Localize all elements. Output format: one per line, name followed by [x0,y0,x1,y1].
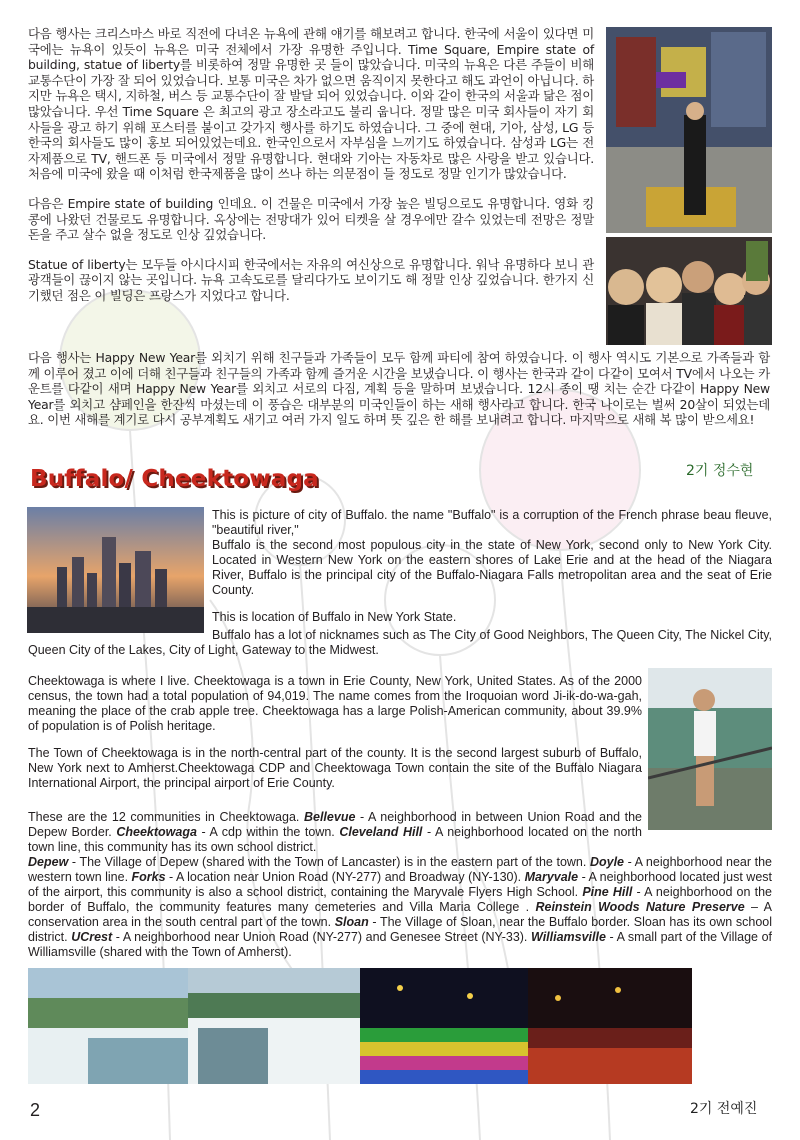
niagara-falls-night-photo-1 [360,968,528,1084]
community-desc: - A neighborhood near Union Road (NY-277) and Genesee Street (NY-33). [112,930,531,944]
communities-paragraph-a [28,810,642,855]
buffalo-text [212,508,772,625]
buffalo-name-origin: This is picture of city of Buffalo. the name "Buffalo" is a corruption of the French phrase beau fleuve, "beautiful river," [212,508,772,537]
section-title: Buffalo/ Cheektowaga [30,466,319,492]
author-top: 2기 정수현 [686,463,754,479]
niagara-falls-photo-1 [28,968,188,1084]
niagara-falls-night-photo-2 [528,968,692,1084]
communities-intro: These are the 12 communities in Cheektowaga. [28,810,300,824]
buffalo-nicknames: Buffalo has a lot of nicknames such as The City of Good Neighbors, The Queen City, The Nickel City, Queen City of the Lakes, City of Light, Gateway to the Midwest. [28,628,772,657]
communities-text-wide [28,855,772,960]
cheektowaga-intro: Cheektowaga is where I live. Cheektowaga is a town in Erie County, New York, United States. As of the 2000 census, the town had a total population of 94,019. The name comes from the Iroquoian word Ji-ik-do-wa-gah, meaning the place of the crab apple tree. Cheektowaga has a large Polish-American community, about 39.9% of population is of Polish heritage. [28,674,642,733]
communities-paragraph-b [28,855,772,960]
community-desc: - A neighborhood located just west of the airport, this community is also a school district, containing the Maryvale Flyers High School. [28,870,772,899]
buffalo-location-caption: This is location of Buffalo in New York State. [212,610,457,624]
korean-paragraph-1: 다음 행사는 크리스마스 바로 직전에 다녀온 뉴욕에 관해 얘기를 해보려고 합니다. 한국에 서울이 있다면 미국에는 뉴욕이 있듯이 뉴욕은 미국 전체에서 가장 유명한 주입니다. Time Square, Empire state of building, statue of liberty를 비롯하여 정말 유명한 곳 들이 많았습니다. 미국의 뉴욕은 다른 주들이 비해 교통수단이 가장 잘 되어 있었습니다. 보통 미국은 차가 없으면 움직이지 못한다고 해도 과언이 아닙니다. 하지만 뉴욕은 택시, 지하철, 버스 등 교통수단이 잘 발달 되어 있었습니다. 이와 같이 한국의 서울과 닮은 점이 많았습니다. 우선 Time Square 은 최고의 광고 장소라고도 불리 웁니다. 정말 많은 미국 회사들이 자기 회사들을 광고 하기 위해 포스터를 붙이고 갖가지 행사를 하기도 하였습니다. 그 중에 현대, 기아, 삼성, LG 등 한국의 회사들도 많이 홍보 되어있었는데요. 한국인으로서 자부심을 느끼기도 하였습니다. 삼성과 LG는 전자제품으로 TV, 핸드폰 등 미국에서 정말 유명합니다. 현대와 기아는 자동차로 많은 사랑을 받고 있습니다. 처음에 미국에 왔을 때 이처럼 한국제품을 많이 쓰나 하는 의문점이 들 정도로 정말 인기가 많았습니다. [28,26,594,182]
community-name: Reinstein Woods Nature Preserve [535,900,745,914]
community-desc: - A cdp within the town. [196,825,340,839]
cheektowaga-location: The Town of Cheektowaga is in the north-central part of the county. It is the second largest suburb of Buffalo, New York next to Amherst.Cheektowaga CDP and Cheektowaga Town contain the site of the Buffalo Niagara International Airport, the principal airport of Erie County. [28,746,642,790]
community-desc: - The Village of Sloan, near the Buffalo border. Sloan has its own school district. [28,915,773,944]
community-desc: - A location near Union Road (NY-277) and Broadway (NY-130). [165,870,525,884]
author-bottom: 2기 전예진 [690,1101,758,1117]
community-name: Cheektowaga [116,825,197,839]
community-desc: - A neighborhood located on the north town line, this community has its own school district. [28,825,642,854]
community-name: Bellevue [303,810,356,824]
buffalo-skyline-photo [27,507,204,633]
niagara-falls-portrait-photo [648,668,772,830]
buffalo-nicknames-block [28,628,772,658]
communities-text [28,810,642,855]
page-number: 2 [30,1100,41,1120]
cheektowaga-text [28,674,642,803]
community-desc: - A neighborhood in between Union Road and the Depew Border. [28,810,642,839]
community-desc: - A neighborhood on the border of Buffalo, the community features many cemeteries and Villa Maria College . [28,885,772,914]
community-desc: - A small part of the Village of Williamsville (shared with the Town of Amherst). [28,930,772,959]
community-name: Maryvale [524,870,579,884]
community-name: Williamsville [531,930,606,944]
community-name: Forks [131,870,166,884]
community-desc: - The Village of Depew (shared with the Town of Lancaster) is in the eastern part of the town. [68,855,590,869]
niagara-falls-photo-2 [188,968,360,1084]
korean-article-wide [28,350,770,442]
buffalo-description: Buffalo is the second most populous city in the state of New York, second only to New York City. Located in Western New York on the eastern shores of Lake Erie and at the head of the Niagara River, Buffalo is the principal city of the Buffalo-Niagara Falls metropolitan area and the seat of Erie County. [212,538,772,597]
community-name: Doyle [589,855,624,869]
new-year-party-photo [606,237,772,345]
community-name: UCrest [71,930,113,944]
community-desc: - A neighborhood near the western town line. [28,855,772,884]
community-name: Sloan [334,915,369,929]
times-square-photo [606,27,772,233]
community-desc: – A conservation area in the south central part of the town. [28,900,773,929]
korean-paragraph-2: 다음은 Empire state of building 인데요. 이 건물은 미국에서 가장 높은 빌딩으로도 유명합니다. 영화 킹콩에 나왔던 건물로도 유명합니다. 옥상에는 전망대가 있어 티켓을 살 경우에만 갈수 있었는데 전망은 정말 돈을 주고 살수 없을 정도로 인상 깊었습니다. [28,195,594,243]
community-name: Cleveland Hill [339,825,423,839]
community-name: Depew [28,855,69,869]
korean-article [28,26,594,318]
korean-paragraph-3: Statue of liberty는 모두들 아시다시피 한국에서는 자유의 여신상으로 유명합니다. 워낙 유명하다 보니 관광객들이 끊이지 않는 곳입니다. 뉴욕 고속도로를 달리다가도 보이기도 해 정말 인상 깊었습니다. 한가지 신기했던 점은 이 빌딩은 프랑스가 지었다고 합니다. [28,256,594,303]
korean-paragraph-4: 다음 행사는 Happy New Year를 외치기 위해 친구들과 가족들이 모두 함께 파티에 참여 하였습니다. 이 행사 역시도 기본으로 가족들과 함께 이루어 졌고 이에 더해 친구들과 친구들의 가족과 함께 즐거운 시간을 보냈습니다. 이 행사는 한국과 같이 다같이 모여서 TV에서 나오는 카운트를 다같이 새며 Happy New Year를 외치고 서로의 다짐, 계획 등을 말하며 보냈습니다. 12시 종이 땡 치는 순간 다같이 Happy New Year를 외치고 샴페인을 한잔씩 마셨는데 이 풍습은 대부분의 미국인들이 하는 새해 행사라고 합니다. 한국 나이로는 벌써 20살이 되었는데요. 이번 새해를 계기로 다시 공부계획도 새기고 여러 가지 일도 하며 뜻 깊은 한 해를 보내려고 합니다. 마지막으로 새해 복 많이 받으세요! [28,350,770,428]
community-name: Pine Hill [582,885,633,899]
